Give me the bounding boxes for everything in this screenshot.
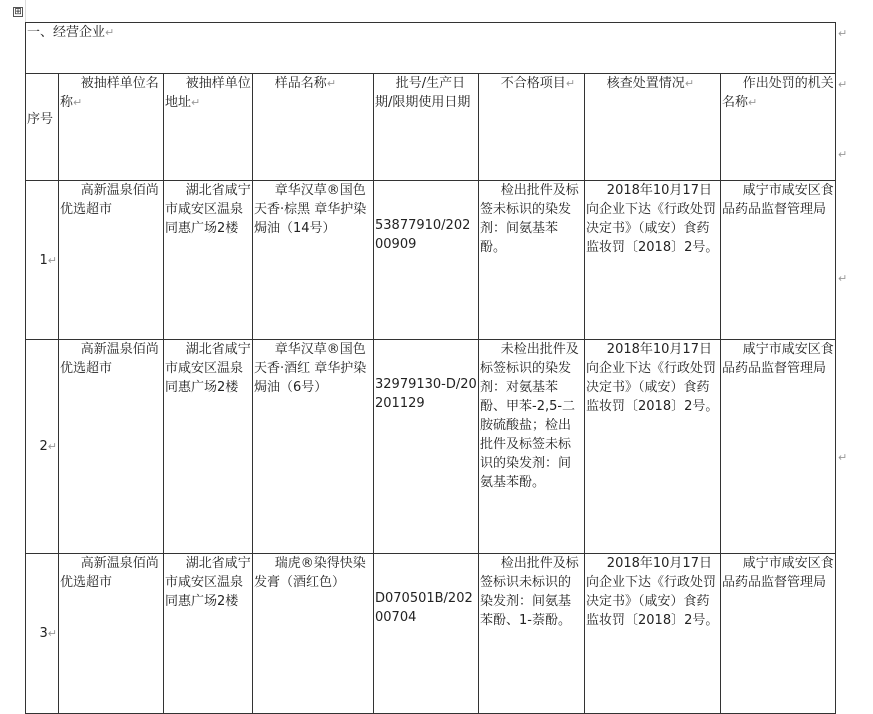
paragraph-mark-icon: ↵ — [47, 253, 57, 267]
row-end-mark-icon: ↵ — [838, 78, 848, 91]
address-cell[interactable]: 湖北省咸宁市咸安区温泉同惠广场2楼 — [164, 340, 253, 554]
header-cell-address[interactable]: 被抽样单位地址↵ — [164, 74, 253, 181]
unit-cell[interactable]: 高新温泉佰尚优选超市 — [59, 340, 164, 554]
handling-cell[interactable]: 2018年10月17日向企业下达《行政处罚决定书》（咸安）食药监妆罚〔2018〕2号。 — [585, 554, 721, 714]
section-title: 一、经营企业 — [27, 25, 106, 40]
header-cell-unit[interactable]: 被抽样单位名称↵ — [59, 74, 164, 181]
address-cell[interactable]: 湖北省咸宁市咸安区温泉同惠广场2楼 — [164, 554, 253, 714]
paragraph-mark-icon: ↵ — [684, 77, 695, 90]
authority-cell[interactable]: 咸宁市咸安区食品药品监督管理局 — [721, 181, 836, 340]
margin-guide — [25, 0, 26, 22]
inspection-table — [25, 22, 836, 714]
sample-cell[interactable]: 章华汉草®国色天香·棕黑 章华护染焗油（14号） — [253, 181, 374, 340]
section-title-cell[interactable] — [26, 23, 836, 74]
unit-cell[interactable]: 高新温泉佰尚优选超市 — [59, 554, 164, 714]
row-number[interactable]: 2↵ — [26, 340, 59, 554]
authority-cell[interactable]: 咸宁市咸安区食品药品监督管理局 — [721, 554, 836, 714]
item-cell[interactable]: 检出批件及标签未标识的染发剂：间氨基苯酚。 — [479, 181, 585, 340]
header-cell-sample[interactable]: 样品名称↵ — [253, 74, 374, 181]
row-number[interactable]: 3↵ — [26, 554, 59, 714]
batch-cell[interactable]: D070501B/20200704 — [374, 554, 479, 714]
paragraph-mark-icon: ↵ — [73, 96, 83, 109]
row-end-mark-icon: ↵ — [838, 451, 848, 464]
unit-cell[interactable]: 高新温泉佰尚优选超市 — [59, 181, 164, 340]
paragraph-mark-icon: ↵ — [326, 77, 337, 90]
address-cell[interactable]: 湖北省咸宁市咸安区温泉同惠广场2楼 — [164, 181, 253, 340]
paragraph-mark-icon: ↵ — [191, 96, 201, 109]
batch-cell[interactable]: 53877910/20200909 — [374, 181, 479, 340]
sample-cell[interactable]: 瑞虎®染得快染发膏（酒红色） — [253, 554, 374, 714]
table-row — [26, 554, 836, 714]
section-row — [26, 23, 836, 74]
row-end-mark-icon: ↵ — [838, 27, 848, 40]
header-cell-authority[interactable]: 作出处罚的机关名称↵ — [721, 74, 836, 181]
row-end-mark-icon: ↵ — [838, 148, 848, 161]
batch-cell[interactable]: 32979130-D/20201129 — [374, 340, 479, 554]
item-cell[interactable]: 未检出批件及标签标识的染发剂：对氨基苯酚、甲苯-2,5-二胺硫酸盐；检出批件及标签未标识的染发剂：间氨基苯酚。 — [479, 340, 585, 554]
authority-cell[interactable]: 咸宁市咸安区食品药品监督管理局 — [721, 340, 836, 554]
sample-cell[interactable]: 章华汉草®国色天香·酒红 章华护染焗油（6号） — [253, 340, 374, 554]
paragraph-mark-icon: ↵ — [748, 96, 758, 109]
header-cell-no[interactable]: 序号 — [26, 74, 59, 181]
handling-cell[interactable]: 2018年10月17日向企业下达《行政处罚决定书》（咸安）食药监妆罚〔2018〕2号。 — [585, 340, 721, 554]
row-number[interactable]: 1↵ — [26, 181, 59, 340]
item-cell[interactable]: 检出批件及标签标识未标识的染发剂：间氨基苯酚、1-萘酚。 — [479, 554, 585, 714]
row-end-mark-icon: ↵ — [838, 272, 848, 285]
paragraph-mark-icon: ↵ — [47, 627, 57, 640]
table-move-handle-icon[interactable]: ⊞ — [14, 7, 22, 17]
header-row — [26, 74, 836, 181]
table-row — [26, 340, 836, 554]
paragraph-mark-icon: ↵ — [565, 77, 576, 90]
header-cell-handling[interactable]: 核查处置情况↵ — [585, 74, 721, 181]
paragraph-mark-icon: ↵ — [105, 26, 115, 39]
header-cell-item[interactable]: 不合格项目↵ — [479, 74, 585, 181]
paragraph-mark-icon: ↵ — [47, 440, 57, 453]
header-cell-batch[interactable]: 批号/生产日期/限期使用日期 — [374, 74, 479, 181]
table-row — [26, 181, 836, 340]
handling-cell[interactable]: 2018年10月17日向企业下达《行政处罚决定书》（咸安）食药监妆罚〔2018〕2号。 — [585, 181, 721, 340]
